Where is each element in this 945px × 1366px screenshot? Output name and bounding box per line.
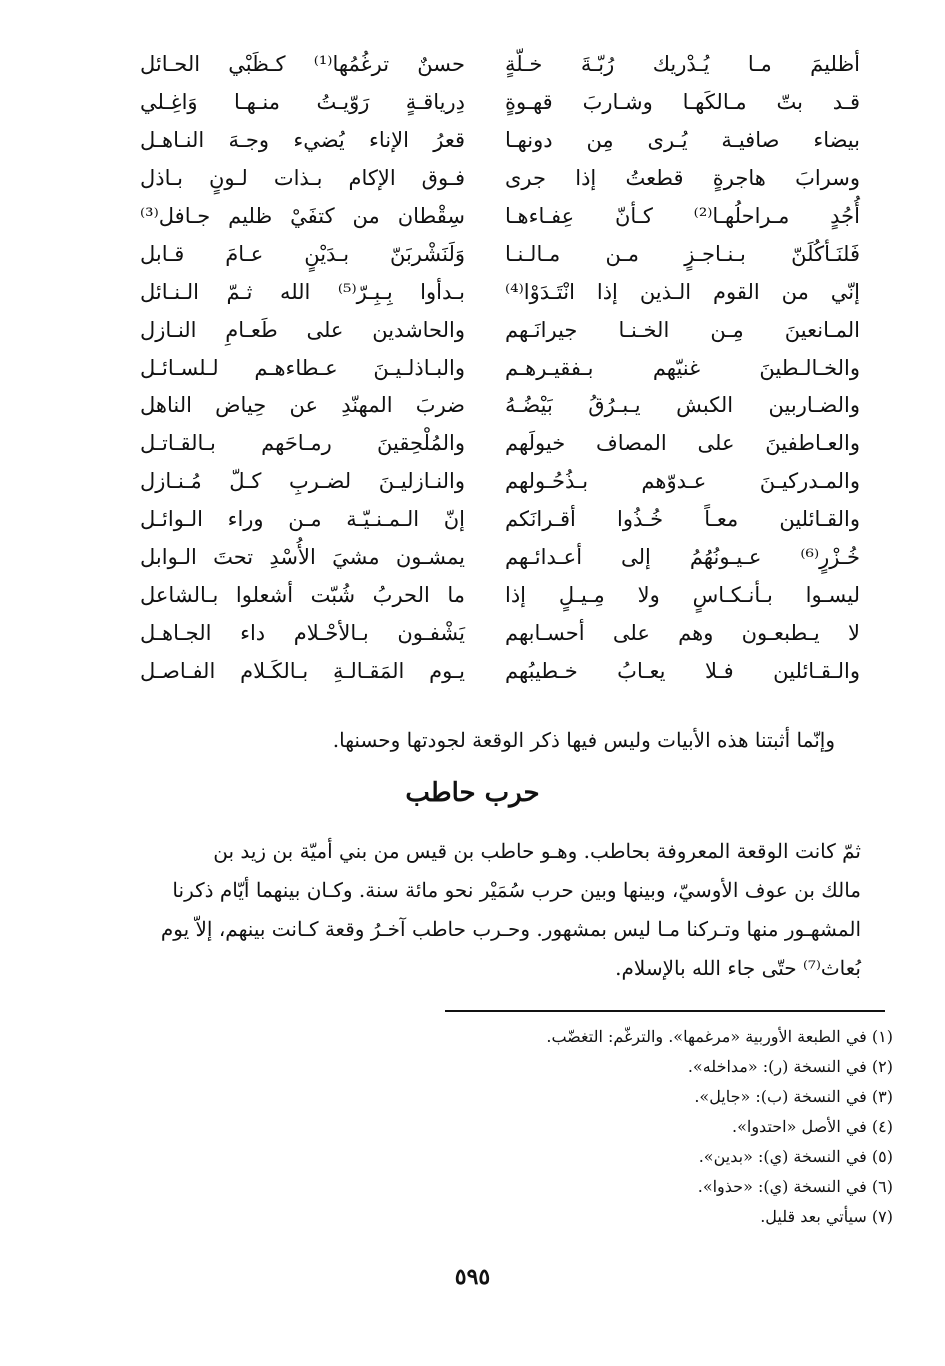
footnote: (٧) سيأتي بعد قليل. xyxy=(760,1207,893,1226)
verse-first-hemistich: بيضاء صافيـة يُـرى مِن دونهـا xyxy=(505,128,860,153)
poem-verse xyxy=(140,539,860,577)
poem-verse xyxy=(140,387,860,425)
verse-second-hemistich: فـوق الإكام بـذات لـونٍ بـاذل xyxy=(140,166,465,191)
verse-first-hemistich: خُـزْرٍ⁽⁶⁾ عـيـونُهُمُ إلى أعـدائـهم xyxy=(505,545,860,570)
section-heading: حرب حاطب xyxy=(405,778,540,808)
poem-verse xyxy=(140,122,860,160)
poem xyxy=(140,46,860,690)
verse-first-hemistich: قـد بتّ مـالكَهـا وشـاربَ قهـوةٍ xyxy=(505,90,860,115)
poem-verse xyxy=(140,501,860,539)
verse-first-hemistich: ليسـوا بـأنـكـاسٍ ولا مِـيـلٍ إذا xyxy=(505,582,860,607)
verse-second-hemistich: حسنٌ ترغُمُها⁽¹⁾ كـظَبْي الحـائل xyxy=(140,52,465,77)
footnote: (١) في الطبعة الأوربية «مرغمها». والترغّم: التغضّب. xyxy=(546,1027,893,1046)
paragraph-line: ثمّ كانت الوقعة المعروفة بحاطب. وهـو حاطب بن قيس من بني أميّة بن زيد بن xyxy=(213,839,861,863)
verse-second-hemistich: قعرُ الإناء يُضيء وجـهَ النـاهـل xyxy=(140,128,465,153)
section-paragraph xyxy=(81,832,861,988)
verse-second-hemistich: والبـاذلـيـنَ عـطاءهـم لـلسـائـل xyxy=(140,355,465,380)
verse-second-hemistich: والنـازليـنَ لضـربِ كـلّ مُـنـازل xyxy=(140,469,465,494)
poem-verse xyxy=(140,614,860,652)
paragraph-line: مالك بن عوف الأوسيّ، وبينها وبين حرب سُمَيْر نحو مائة سنة. وكـان بينهما أيّام ذكرنا xyxy=(172,878,861,902)
verse-first-hemistich: والعـاطفينَ على المصاف خيولَهم xyxy=(505,431,860,456)
poem-verse xyxy=(140,273,860,311)
verse-first-hemistich: والقـائلين معـاً خُـذُوا أقـرانَكم xyxy=(505,507,860,532)
verse-first-hemistich: إنّي من القوم الـذين إذا انْتَـدَوْا⁽⁴⁾ xyxy=(505,279,860,304)
page-number: ٥٩٥ xyxy=(454,1264,491,1290)
verse-second-hemistich: والحاشدين على طَعـامِ النـازل xyxy=(140,317,465,342)
poem-verse xyxy=(140,425,860,463)
verse-first-hemistich: والخـالـطينَ غنيّهم بـفقيـرهـم xyxy=(505,355,860,380)
poem-verse xyxy=(140,652,860,690)
footnotes xyxy=(193,1022,893,1232)
poem-verse xyxy=(140,84,860,122)
poem-verse xyxy=(140,463,860,501)
verse-second-hemistich: سِقْطان من كتفَيْ ظليم جـافل⁽³⁾ xyxy=(140,204,465,228)
verse-second-hemistich: يـوم المَقـالـةِ بـالكَـلام الفـاصـل xyxy=(140,658,465,683)
verse-first-hemistich: أُجُدٍ مـراحلُهـا⁽²⁾ كـأنّ عِفـاءهـا xyxy=(505,204,860,228)
poem-remark: وإنّما أثبتنا هذه الأبيات وليس فيها ذكر الوقعة لجودتها وحسنها. xyxy=(332,728,835,752)
verse-first-hemistich: والـقـائلين فـلا يعـابُ خـطيبُهم xyxy=(505,658,860,683)
verse-first-hemistich: والضـاربين الكبش يـبـرُقُ بَيْضُـهُ xyxy=(505,393,860,418)
poem-verse xyxy=(140,160,860,198)
verse-second-hemistich: بـدأوا بِـبِـرّ⁽⁵⁾ الله ثـمّ الـنـائل xyxy=(140,279,465,304)
verse-second-hemistich: ما الحربُ شُبّت أشعلوا بـالشاعل xyxy=(140,582,465,607)
footnote: (٦) في النسخة (ي): «حذوا». xyxy=(697,1177,893,1196)
poem-verse xyxy=(140,311,860,349)
verse-first-hemistich: أظليمَ مـا يُـدْريك رُبّـةَ خـلّةٍ xyxy=(505,52,860,77)
verse-second-hemistich: وَلَنَشْربَنّ بـدَيْنٍ عـامَ قـابل xyxy=(140,241,465,266)
verse-first-hemistich: المـانعينَ مِـن الخـنـا جيرانَـهم xyxy=(505,317,860,342)
footnote: (٤) في الأصل «احتدوا». xyxy=(732,1117,893,1136)
poem-verse xyxy=(140,349,860,387)
footnote: (٢) في النسخة (ر): «مداخله». xyxy=(687,1057,893,1076)
poem-verse xyxy=(140,198,860,236)
poem-verse xyxy=(140,46,860,84)
poem-verse xyxy=(140,235,860,273)
paragraph-line: المشهـور منها وتـركنا مـا ليس بمشهور. وحـرب حاطب آخـرُ وقعة كـانت بينهم، إلاّ يوم xyxy=(160,917,861,941)
poem-verse xyxy=(140,576,860,614)
verse-first-hemistich: وسرابَ هاجرةٍ قطعتُ إذا جرى xyxy=(505,166,860,191)
verse-second-hemistich: يمشـون مشيَ الأُسْدِ تحتَ الـوابل xyxy=(140,545,465,570)
verse-first-hemistich: والمـدركيـنَ عـدوّهم بـذُحُـولهم xyxy=(505,469,860,494)
verse-second-hemistich: يَشْفـون بـالأحْـلام داء الجـاهـل xyxy=(140,620,465,645)
verse-first-hemistich: لا يـطبعـون وهم على أحسـابهم xyxy=(505,620,860,645)
verse-second-hemistich: والمُلْحِقينَ رمـاحَهم بـالقـاتـل xyxy=(140,431,465,456)
paragraph-line: بُعاث⁽⁷⁾ حتّى جاء الله بالإسلام. xyxy=(615,956,861,980)
verse-second-hemistich: دِرياقـةٍ رَوّيـتُ منـهـا وَاغِـلي xyxy=(140,90,465,115)
verse-second-hemistich: إنّ الـمـنـيّـة مـن وراء الـوائـل xyxy=(140,507,465,532)
footnote: (٣) في النسخة (ب): «جايل». xyxy=(694,1087,893,1106)
verse-first-hemistich: فَلنَـأكُلَنّ بـنـاجـزٍ مـن مـالـنـا xyxy=(505,241,860,266)
verse-second-hemistich: ضربَ المهنّدِ عن حِياض الناهل xyxy=(140,393,465,418)
footnote-separator xyxy=(445,1010,885,1012)
footnote: (٥) في النسخة (ي): «بدين». xyxy=(698,1147,893,1166)
